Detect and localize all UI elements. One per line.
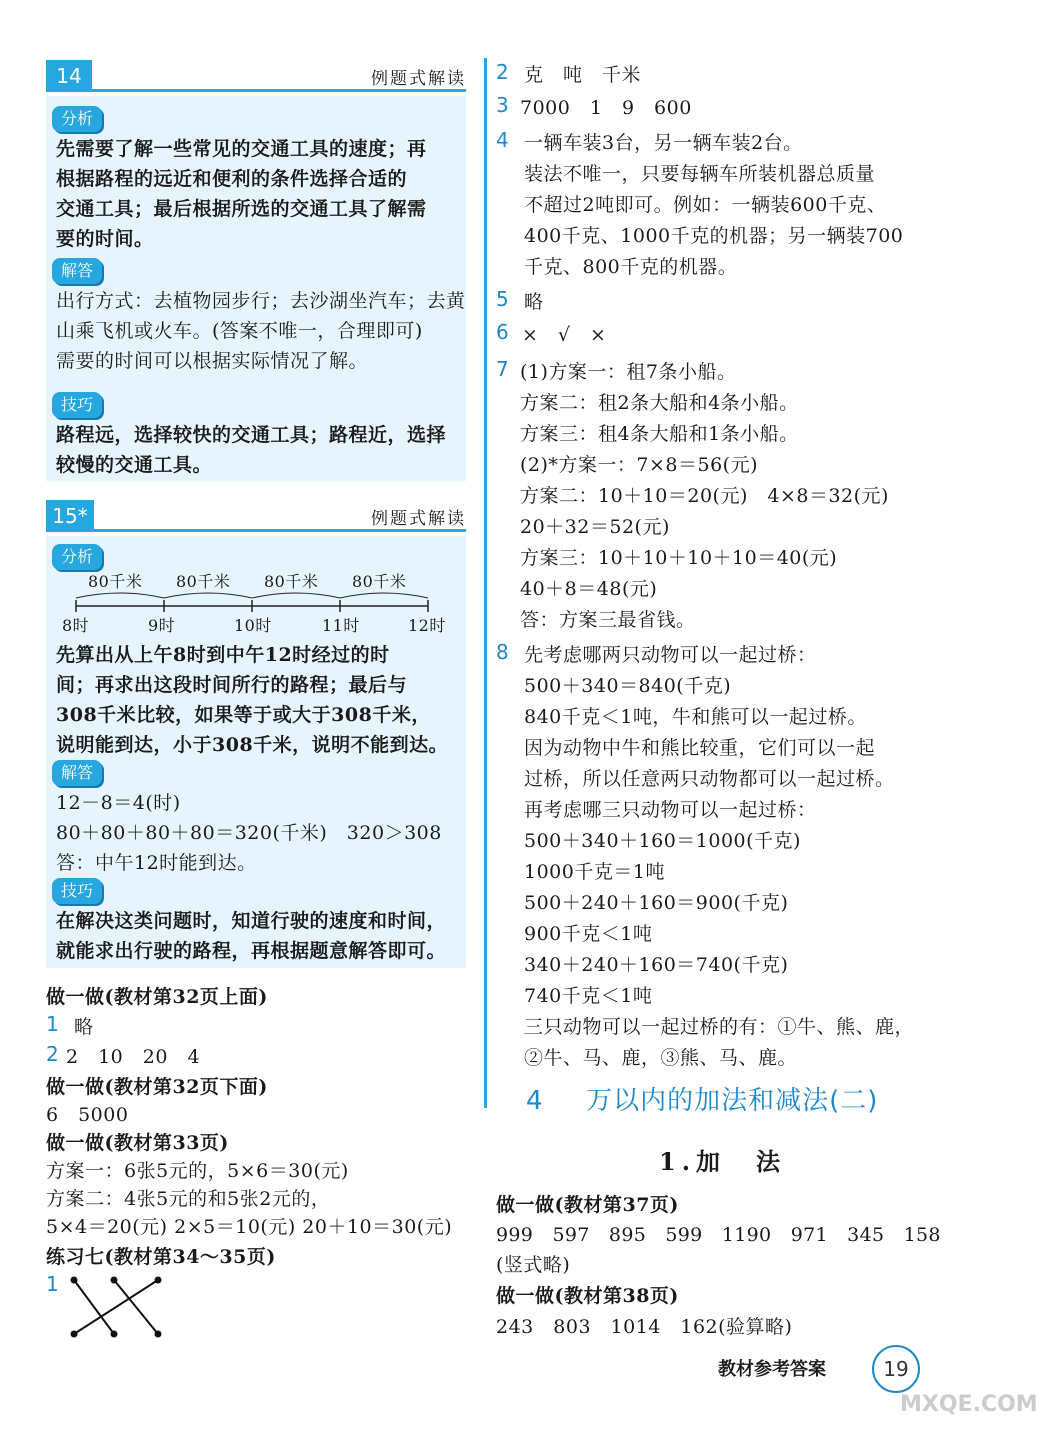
section-number: 14 — [46, 60, 92, 92]
text-line: (2)*方案一：7×8＝56(元) — [520, 454, 759, 476]
text-line: 装法不唯一，只要每辆车所装机器总质量 — [524, 163, 876, 185]
text-line: 999 597 895 599 1190 971 345 158 — [496, 1224, 941, 1246]
section-14-header — [46, 60, 466, 94]
match-dot — [71, 1331, 78, 1338]
text-line: 因为动物中牛和熊比较重，它们可以一起 — [524, 737, 876, 759]
text-line: 要的时间。 — [56, 228, 154, 250]
text-line: 方案一：6张5元的，5×6＝30(元) — [46, 1160, 349, 1182]
watermark: MXQE.COM — [900, 1392, 1038, 1417]
exercise-heading: 做一做(教材第32页上面) — [46, 986, 268, 1008]
text-line: 略 — [74, 1016, 94, 1038]
analysis-tag: 分析 — [52, 106, 102, 132]
chapter-number: 4 — [526, 1086, 544, 1116]
text-line: 先需要了解一些常见的交通工具的速度；再 — [56, 138, 427, 160]
text-line: 500＋240＋160＝900(千克) — [524, 892, 789, 914]
section-title: 例题式解读 — [371, 69, 466, 89]
section-title: 例题式解读 — [371, 509, 466, 529]
match-line — [74, 1280, 158, 1334]
segment-brace — [76, 593, 164, 598]
text-line: 400千克、1000千克的机器；另一辆装700 — [524, 225, 904, 247]
question-number: 1 — [46, 1272, 59, 1296]
text-line: 740千克＜1吨 — [524, 985, 653, 1007]
text-line: 500＋340＝840(千克) — [524, 675, 732, 697]
text-line: 308千米比较，如果等于或大于308千米， — [56, 704, 431, 726]
match-dot — [71, 1277, 78, 1284]
footer-label: 教材参考答案 — [718, 1359, 826, 1380]
question-number: 8 — [496, 640, 509, 664]
question-number: 1 — [46, 1012, 59, 1036]
text-line: 克 吨 千米 — [524, 64, 642, 86]
text-line: 方案三：10＋10＋10＋10＝40(元) — [520, 547, 838, 569]
text-line: 一辆车装3台，另一辆车装2台。 — [524, 132, 803, 154]
segment-brace — [164, 593, 252, 598]
time-label: 11时 — [322, 616, 360, 635]
text-line: 千克、800千克的机器。 — [524, 256, 738, 278]
tip-tag: 技巧 — [52, 392, 102, 418]
chapter-title: 万以内的加法和减法(二) — [586, 1086, 879, 1116]
text-line: 山乘飞机或火车。(答案不唯一，合理即可) — [56, 320, 423, 342]
text-line: 方案二：租2条大船和4条小船。 — [520, 392, 799, 414]
time-label: 12时 — [408, 616, 446, 635]
text-line: 交通工具；最后根据所选的交通工具了解需 — [56, 198, 427, 220]
time-label: 9时 — [148, 616, 176, 635]
text-line: 900千克＜1吨 — [524, 923, 653, 945]
text-line: 243 803 1014 162(验算略) — [496, 1316, 793, 1338]
question-number: 3 — [496, 93, 509, 117]
text-line: 方案二：10＋10＝20(元) 4×8＝32(元) — [520, 485, 889, 507]
segment-label: 80千米 — [352, 572, 407, 591]
question-number: 2 — [496, 60, 509, 84]
match-dot — [111, 1277, 118, 1284]
time-label: 10时 — [234, 616, 272, 635]
match-dot — [111, 1331, 118, 1338]
text-line: 340＋240＋160＝740(千克) — [524, 954, 789, 976]
text-line: 20＋32＝52(元) — [520, 516, 670, 538]
exercise-heading: 练习七(教材第34～35页) — [46, 1246, 276, 1268]
answer-tag: 解答 — [52, 760, 102, 786]
text-line: × √ × — [522, 324, 607, 346]
text-line: 500＋340＋160＝1000(千克) — [524, 830, 801, 852]
text-line: 答：方案三最省钱。 — [520, 609, 696, 631]
text-line: 1000千克＝1吨 — [524, 861, 665, 883]
text-line: 在解决这类问题时，知道行驶的速度和时间， — [56, 910, 447, 932]
match-line — [114, 1280, 158, 1334]
text-line: 就能求出行驶的路程，再根据题意解答即可。 — [56, 940, 447, 962]
analysis-tag: 分析 — [52, 544, 102, 570]
match-dot — [155, 1331, 162, 1338]
text-line: 6 5000 — [46, 1104, 129, 1126]
exercise-heading: 做一做(教材第33页) — [46, 1132, 229, 1154]
text-line: 80＋80＋80＋80＝320(千米) 320＞308 — [56, 822, 442, 844]
segment-label: 80千米 — [264, 572, 319, 591]
column-rule — [484, 58, 487, 1108]
time-label: 8时 — [62, 616, 90, 635]
section-15-header — [46, 500, 466, 534]
header-rule — [92, 89, 466, 92]
text-line: 方案三：租4条大船和1条小船。 — [520, 423, 799, 445]
exercise-heading: 做一做(教材第37页) — [496, 1194, 679, 1216]
text-line: 出行方式：去植物园步行；去沙湖坐汽车；去黄 — [56, 290, 466, 312]
text-line: 根据路程的远近和便利的条件选择合适的 — [56, 168, 408, 190]
section-number: 15* — [46, 500, 94, 532]
page-number: 19 — [872, 1345, 920, 1393]
text-line: 7000 1 9 600 — [520, 97, 692, 119]
text-line: (1)方案一：租7条小船。 — [520, 361, 737, 383]
question-number: 5 — [496, 287, 509, 311]
matching-svg — [66, 1272, 176, 1342]
segment-label: 80千米 — [176, 572, 231, 591]
text-line: 方案二：4张5元的和5张2元的， — [46, 1188, 331, 1210]
text-line: 间；再求出这段时间所行的路程；最后与 — [56, 674, 408, 696]
text-line: 5×4＝20(元) 2×5＝10(元) 20＋10＝30(元) — [46, 1216, 453, 1238]
answer-tag: 解答 — [52, 258, 102, 284]
chapter-heading — [526, 1080, 878, 1117]
text-line: 较慢的交通工具。 — [56, 454, 213, 476]
text-line: 说明能到达，小于308千米，说明不能到达。 — [56, 734, 449, 756]
text-line: 路程远，选择较快的交通工具；路程近，选择 — [56, 424, 447, 446]
text-line: 先算出从上午8时到中午12时经过的时 — [56, 644, 390, 666]
header-rule — [92, 529, 466, 532]
text-line: 840千克＜1吨，牛和熊可以一起过桥。 — [524, 706, 867, 728]
question-number: 2 — [46, 1042, 59, 1066]
section-subtitle: 1.加 法 — [659, 1147, 787, 1176]
tip-tag: 技巧 — [52, 878, 102, 904]
exercise-heading: 做一做(教材第32页下面) — [46, 1076, 268, 1098]
text-line: 需要的时间可以根据实际情况了解。 — [56, 350, 369, 372]
segment-brace — [252, 593, 340, 598]
text-line: 2 10 20 4 — [66, 1046, 201, 1068]
text-line: 先考虑哪两只动物可以一起过桥： — [524, 644, 817, 666]
matching-diagram — [66, 1272, 176, 1342]
segment-label: 80千米 — [88, 572, 143, 591]
text-line: 不超过2吨即可。例如：一辆装600千克、 — [524, 194, 887, 216]
match-dot — [155, 1277, 162, 1284]
question-number: 7 — [496, 357, 509, 381]
text-line: 40＋8＝48(元) — [520, 578, 658, 600]
text-line: 12－8＝4(时) — [56, 792, 181, 814]
text-line: 三只动物可以一起过桥的有：①牛、熊、鹿， — [524, 1016, 915, 1038]
match-line — [74, 1280, 114, 1334]
text-line: 过桥，所以任意两只动物都可以一起过桥。 — [524, 768, 895, 790]
text-line: 再考虑哪三只动物可以一起过桥： — [524, 799, 817, 821]
text-line: (竖式略) — [496, 1254, 571, 1276]
segment-brace — [340, 593, 428, 598]
question-number: 6 — [496, 320, 509, 344]
question-number: 4 — [496, 128, 509, 152]
text-line: 略 — [524, 291, 544, 313]
text-line: ②牛、马、鹿，③熊、马、鹿。 — [524, 1047, 798, 1069]
exercise-heading: 做一做(教材第38页) — [496, 1285, 679, 1307]
text-line: 答：中午12时能到达。 — [56, 852, 257, 874]
